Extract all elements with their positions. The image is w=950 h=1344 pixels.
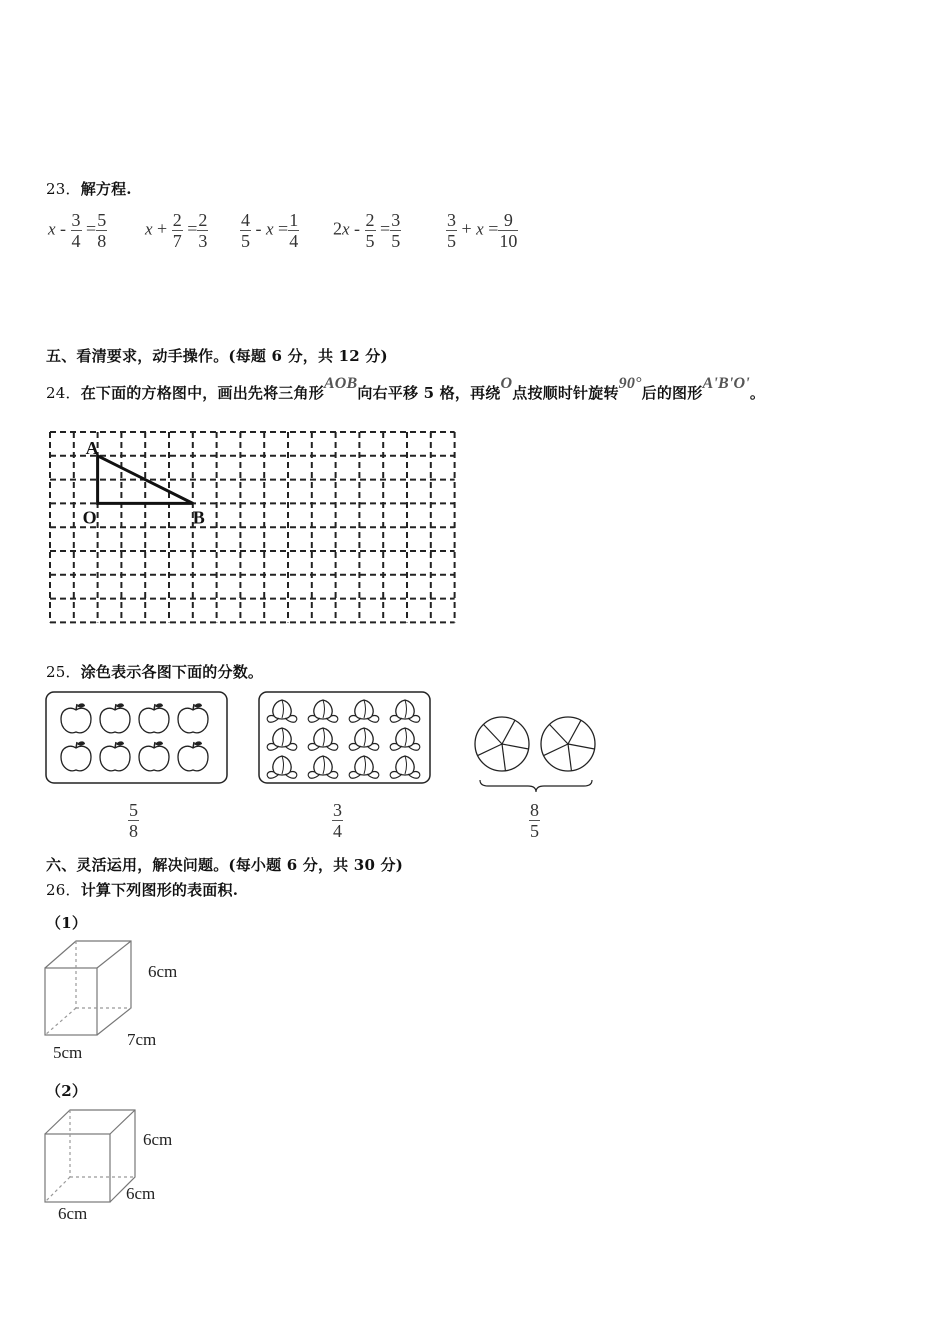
peach-icon (390, 700, 420, 722)
eq1-var: x (48, 219, 56, 239)
eq4-var: x (342, 219, 350, 239)
peaches-fraction: $\frac{3}{4}$ (333, 800, 342, 841)
grid-lines (50, 432, 455, 622)
eq5-frac-a: $\frac{3}{5}$ (447, 210, 456, 251)
circle-divider (478, 744, 502, 756)
fig2-width-label: 6cm (58, 1204, 88, 1223)
fig1-height-label: 6cm (148, 962, 178, 981)
eq2-equals: = (187, 218, 198, 239)
eq2-op: + (157, 218, 168, 239)
apple-icon (61, 703, 91, 732)
eq3-equals: = (278, 218, 289, 239)
circle-divider (544, 744, 568, 756)
eq1-equals: = (86, 218, 97, 239)
fig1-width-label: 5cm (53, 1043, 83, 1062)
peach-icon (349, 728, 379, 750)
q26-title: 计算下列图形的表面积. (80, 881, 239, 899)
peach-icon (308, 756, 338, 778)
q26-heading (46, 879, 238, 900)
circle-divider (568, 744, 595, 749)
peach-icon (308, 700, 338, 722)
eq4-frac-a: $\frac{2}{5}$ (365, 210, 375, 251)
equation-5 (446, 210, 518, 251)
peach-icon (349, 756, 379, 778)
eq5-equals: = (488, 218, 499, 239)
square-grid (48, 430, 458, 625)
q24-math-aob: AOB (323, 375, 358, 392)
eq3-frac-a: $\frac{4}{5}$ (241, 210, 250, 251)
fig2-depth-label: 6cm (126, 1184, 156, 1203)
circles-fraction: $\frac{8}{5}$ (530, 800, 539, 841)
section6-title: 六、灵活运用，解决问题。(每小题 6 分，共 30 分) (46, 856, 403, 874)
fig2-height-label: 6cm (143, 1130, 173, 1149)
eq2-frac-b: $\frac{2}{3}$ (198, 210, 208, 251)
apple-icon (139, 741, 169, 770)
triangle-label-o: O (82, 507, 97, 528)
equation-1 (48, 210, 107, 251)
eq1-op: - (60, 218, 67, 239)
q23-heading (46, 178, 132, 199)
circle-divider (502, 744, 505, 771)
q24-math-o: O (500, 375, 513, 392)
apple-icon (178, 703, 208, 732)
q25-number: 25． (46, 663, 81, 681)
peach-icon (308, 728, 338, 750)
circles-group (468, 710, 604, 790)
fig2-label: （2） (46, 1082, 88, 1100)
eq3-frac-b: $\frac{1}{4}$ (289, 210, 299, 251)
fraction-circle (541, 717, 595, 771)
fraction-circle (475, 717, 529, 771)
eq2-var: x (145, 219, 153, 239)
cuboid-2 (44, 1109, 139, 1204)
triangle-label-b: B (192, 507, 205, 528)
q25-title: 涂色表示各图下面的分数。 (80, 663, 264, 681)
fig1-depth-label: 7cm (127, 1030, 157, 1049)
eq5-frac-b: $\frac{9}{10}$ (499, 210, 518, 251)
circle-divider (483, 724, 502, 744)
eq2-frac-a: $\frac{2}{7}$ (172, 210, 182, 251)
section5-title: 五、看清要求，动手操作。(每题 6 分，共 12 分) (46, 347, 388, 365)
q24-number: 24． (46, 384, 81, 402)
equation-4 (333, 210, 401, 251)
circle-divider (568, 720, 581, 744)
brace (480, 780, 592, 792)
eq4-frac-b: $\frac{3}{5}$ (391, 210, 401, 251)
circle-divider (568, 744, 571, 771)
eq1-frac-a: $\frac{3}{4}$ (71, 210, 81, 251)
cuboid-1 (44, 940, 134, 1037)
eq3-var: x (266, 219, 274, 239)
peach-icon (267, 728, 297, 750)
apple-icon (178, 741, 208, 770)
apple-icon (61, 741, 91, 770)
peach-icon (349, 700, 379, 722)
q24-math-aboprime: A'B'O' (702, 375, 750, 392)
eq4-equals: = (380, 218, 391, 239)
peaches-box (258, 691, 431, 784)
eq3-op: - (255, 218, 262, 239)
apples-box (45, 691, 228, 784)
fig1-label: （1） (46, 914, 88, 932)
eq4-coef: 2 (333, 218, 342, 239)
circle-divider (502, 744, 529, 749)
eq1-frac-b: $\frac{5}{8}$ (97, 210, 107, 251)
equation-3 (240, 210, 299, 251)
circle-divider (549, 724, 568, 744)
q26-number: 26． (46, 881, 81, 899)
eq5-op: + (461, 218, 472, 239)
peach-icon (267, 700, 297, 722)
equation-2 (145, 210, 208, 251)
eq4-op: - (354, 218, 361, 239)
q23-title: 解方程. (80, 180, 132, 198)
eq5-var: x (476, 219, 484, 239)
q25-heading (46, 661, 263, 682)
apples-fraction: $\frac{5}{8}$ (129, 800, 138, 841)
circle-divider (502, 720, 515, 744)
q23-number: 23． (46, 180, 81, 198)
peach-icon (267, 756, 297, 778)
q24-text: 24．在下面的方格图中，画出先将三角形AOB向右平移 5 格，再绕O点按顺时针旋转90°后的图形A'B'O'。 (46, 375, 766, 402)
apple-icon (139, 703, 169, 732)
triangle-label-a: A (85, 437, 99, 458)
apple-icon (100, 703, 130, 732)
peach-icon (390, 756, 420, 778)
peach-icon (390, 728, 420, 750)
q24-math-90: 90° (618, 375, 642, 392)
apple-icon (100, 741, 130, 770)
